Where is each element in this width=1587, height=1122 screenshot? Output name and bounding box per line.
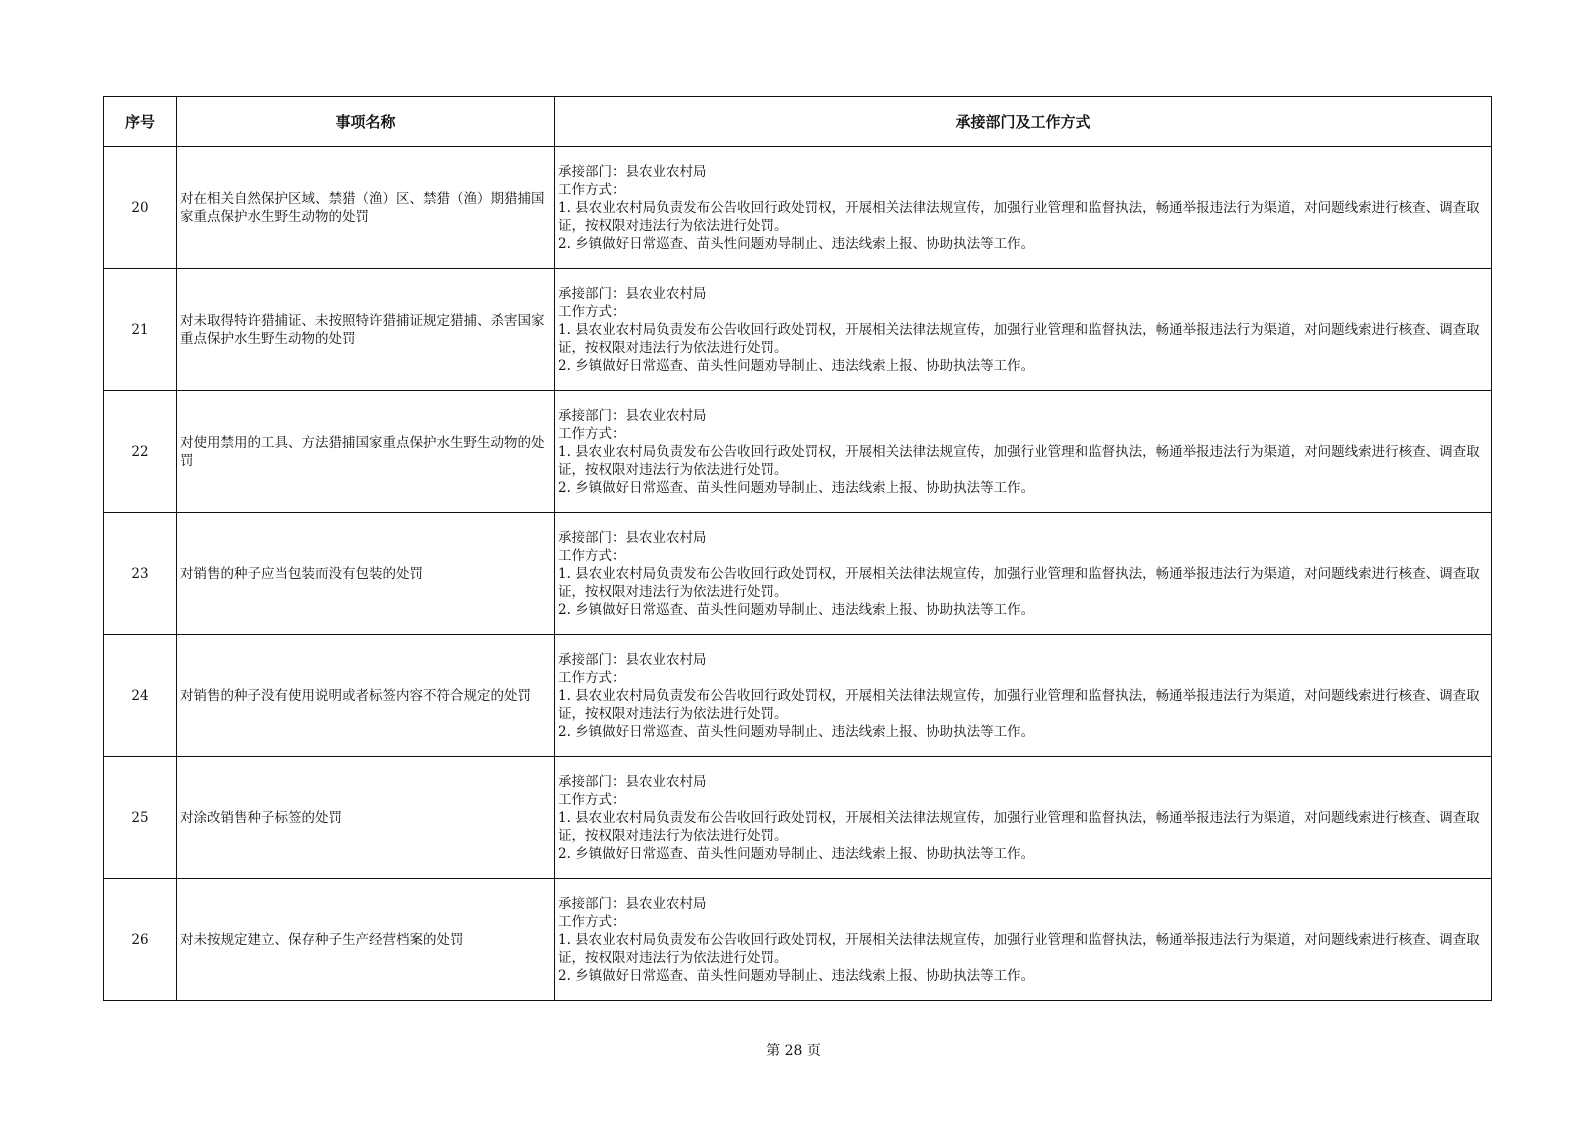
- table-row: [104, 147, 1492, 269]
- row-mode-step-1: 1. 县农业农村局负责发布公告收回行政处罚权，开展相关法律法规宣传，加强行业管理和监督执法，畅通举报违法行为渠道，对问题线索进行核查、调查取证，按权限对违法行为依法进行处罚。: [558, 931, 1480, 966]
- row-mode-step-1: 1. 县农业农村局负责发布公告收回行政处罚权，开展相关法律法规宣传，加强行业管理和监督执法，畅通举报违法行为渠道，对问题线索进行核查、调查取证，按权限对违法行为依法进行处罚。: [558, 443, 1480, 478]
- row-mode-label: 工作方式：: [558, 669, 626, 686]
- row-serial-number: 21: [104, 269, 177, 391]
- matters-table: [103, 96, 1492, 1001]
- row-serial-number: 23: [104, 513, 177, 635]
- row-department-and-mode: [555, 391, 1492, 513]
- table-body: [104, 147, 1492, 1001]
- row-mode-label: 工作方式：: [558, 181, 626, 198]
- row-department: 承接部门：县农业农村局: [558, 163, 707, 180]
- row-serial-number: 22: [104, 391, 177, 513]
- row-mode-step-2: 2. 乡镇做好日常巡查、苗头性问题劝导制止、违法线索上报、协助执法等工作。: [558, 601, 1035, 618]
- row-mode-label: 工作方式：: [558, 913, 626, 930]
- row-mode-step-2: 2. 乡镇做好日常巡查、苗头性问题劝导制止、违法线索上报、协助执法等工作。: [558, 479, 1035, 496]
- row-department: 承接部门：县农业农村局: [558, 773, 707, 790]
- table-row: [104, 757, 1492, 879]
- header-matter-name: 事项名称: [177, 97, 555, 147]
- row-serial-number: 25: [104, 757, 177, 879]
- page-number: 第 28 页: [766, 1043, 821, 1059]
- row-matter-name: 对在相关自然保护区域、禁猎（渔）区、禁猎（渔）期猎捕国家重点保护水生野生动物的处罚: [177, 147, 555, 269]
- row-serial-number: 24: [104, 635, 177, 757]
- row-department: 承接部门：县农业农村局: [558, 895, 707, 912]
- row-serial-number: 26: [104, 879, 177, 1001]
- row-mode-step-2: 2. 乡镇做好日常巡查、苗头性问题劝导制止、违法线索上报、协助执法等工作。: [558, 723, 1035, 740]
- row-matter-name: 对未取得特许猎捕证、未按照特许猎捕证规定猎捕、杀害国家重点保护水生野生动物的处罚: [177, 269, 555, 391]
- row-department: 承接部门：县农业农村局: [558, 407, 707, 424]
- row-department-and-mode: [555, 269, 1492, 391]
- table-header-row: [104, 97, 1492, 147]
- row-department-and-mode: [555, 757, 1492, 879]
- row-department: 承接部门：县农业农村局: [558, 529, 707, 546]
- row-department: 承接部门：县农业农村局: [558, 285, 707, 302]
- row-mode-step-1: 1. 县农业农村局负责发布公告收回行政处罚权，开展相关法律法规宣传，加强行业管理和监督执法，畅通举报违法行为渠道，对问题线索进行核查、调查取证，按权限对违法行为依法进行处罚。: [558, 565, 1480, 600]
- row-matter-name: 对销售的种子应当包装而没有包装的处罚: [177, 513, 555, 635]
- row-mode-label: 工作方式：: [558, 547, 626, 564]
- row-mode-step-2: 2. 乡镇做好日常巡查、苗头性问题劝导制止、违法线索上报、协助执法等工作。: [558, 845, 1035, 862]
- row-department-and-mode: [555, 147, 1492, 269]
- row-mode-label: 工作方式：: [558, 425, 626, 442]
- row-mode-label: 工作方式：: [558, 303, 626, 320]
- row-matter-name: 对未按规定建立、保存种子生产经营档案的处罚: [177, 879, 555, 1001]
- table-row: [104, 513, 1492, 635]
- header-department-and-mode: 承接部门及工作方式: [555, 97, 1492, 147]
- row-mode-label: 工作方式：: [558, 791, 626, 808]
- row-matter-name: 对销售的种子没有使用说明或者标签内容不符合规定的处罚: [177, 635, 555, 757]
- row-mode-step-1: 1. 县农业农村局负责发布公告收回行政处罚权，开展相关法律法规宣传，加强行业管理和监督执法，畅通举报违法行为渠道，对问题线索进行核查、调查取证，按权限对违法行为依法进行处罚。: [558, 321, 1480, 356]
- table-row: [104, 635, 1492, 757]
- row-mode-step-1: 1. 县农业农村局负责发布公告收回行政处罚权，开展相关法律法规宣传，加强行业管理和监督执法，畅通举报违法行为渠道，对问题线索进行核查、调查取证，按权限对违法行为依法进行处罚。: [558, 687, 1480, 722]
- table-row: [104, 391, 1492, 513]
- header-serial-number: 序号: [104, 97, 177, 147]
- table-row: [104, 879, 1492, 1001]
- table-row: [104, 269, 1492, 391]
- row-department-and-mode: [555, 635, 1492, 757]
- row-department-and-mode: [555, 513, 1492, 635]
- row-serial-number: 20: [104, 147, 177, 269]
- row-mode-step-2: 2. 乡镇做好日常巡查、苗头性问题劝导制止、违法线索上报、协助执法等工作。: [558, 235, 1035, 252]
- row-department-and-mode: [555, 879, 1492, 1001]
- row-mode-step-1: 1. 县农业农村局负责发布公告收回行政处罚权，开展相关法律法规宣传，加强行业管理和监督执法，畅通举报违法行为渠道，对问题线索进行核查、调查取证，按权限对违法行为依法进行处罚。: [558, 809, 1480, 844]
- row-department: 承接部门：县农业农村局: [558, 651, 707, 668]
- row-mode-step-2: 2. 乡镇做好日常巡查、苗头性问题劝导制止、违法线索上报、协助执法等工作。: [558, 967, 1035, 984]
- row-matter-name: 对使用禁用的工具、方法猎捕国家重点保护水生野生动物的处罚: [177, 391, 555, 513]
- row-mode-step-2: 2. 乡镇做好日常巡查、苗头性问题劝导制止、违法线索上报、协助执法等工作。: [558, 357, 1035, 374]
- row-matter-name: 对涂改销售种子标签的处罚: [177, 757, 555, 879]
- row-mode-step-1: 1. 县农业农村局负责发布公告收回行政处罚权，开展相关法律法规宣传，加强行业管理和监督执法，畅通举报违法行为渠道，对问题线索进行核查、调查取证，按权限对违法行为依法进行处罚。: [558, 199, 1480, 234]
